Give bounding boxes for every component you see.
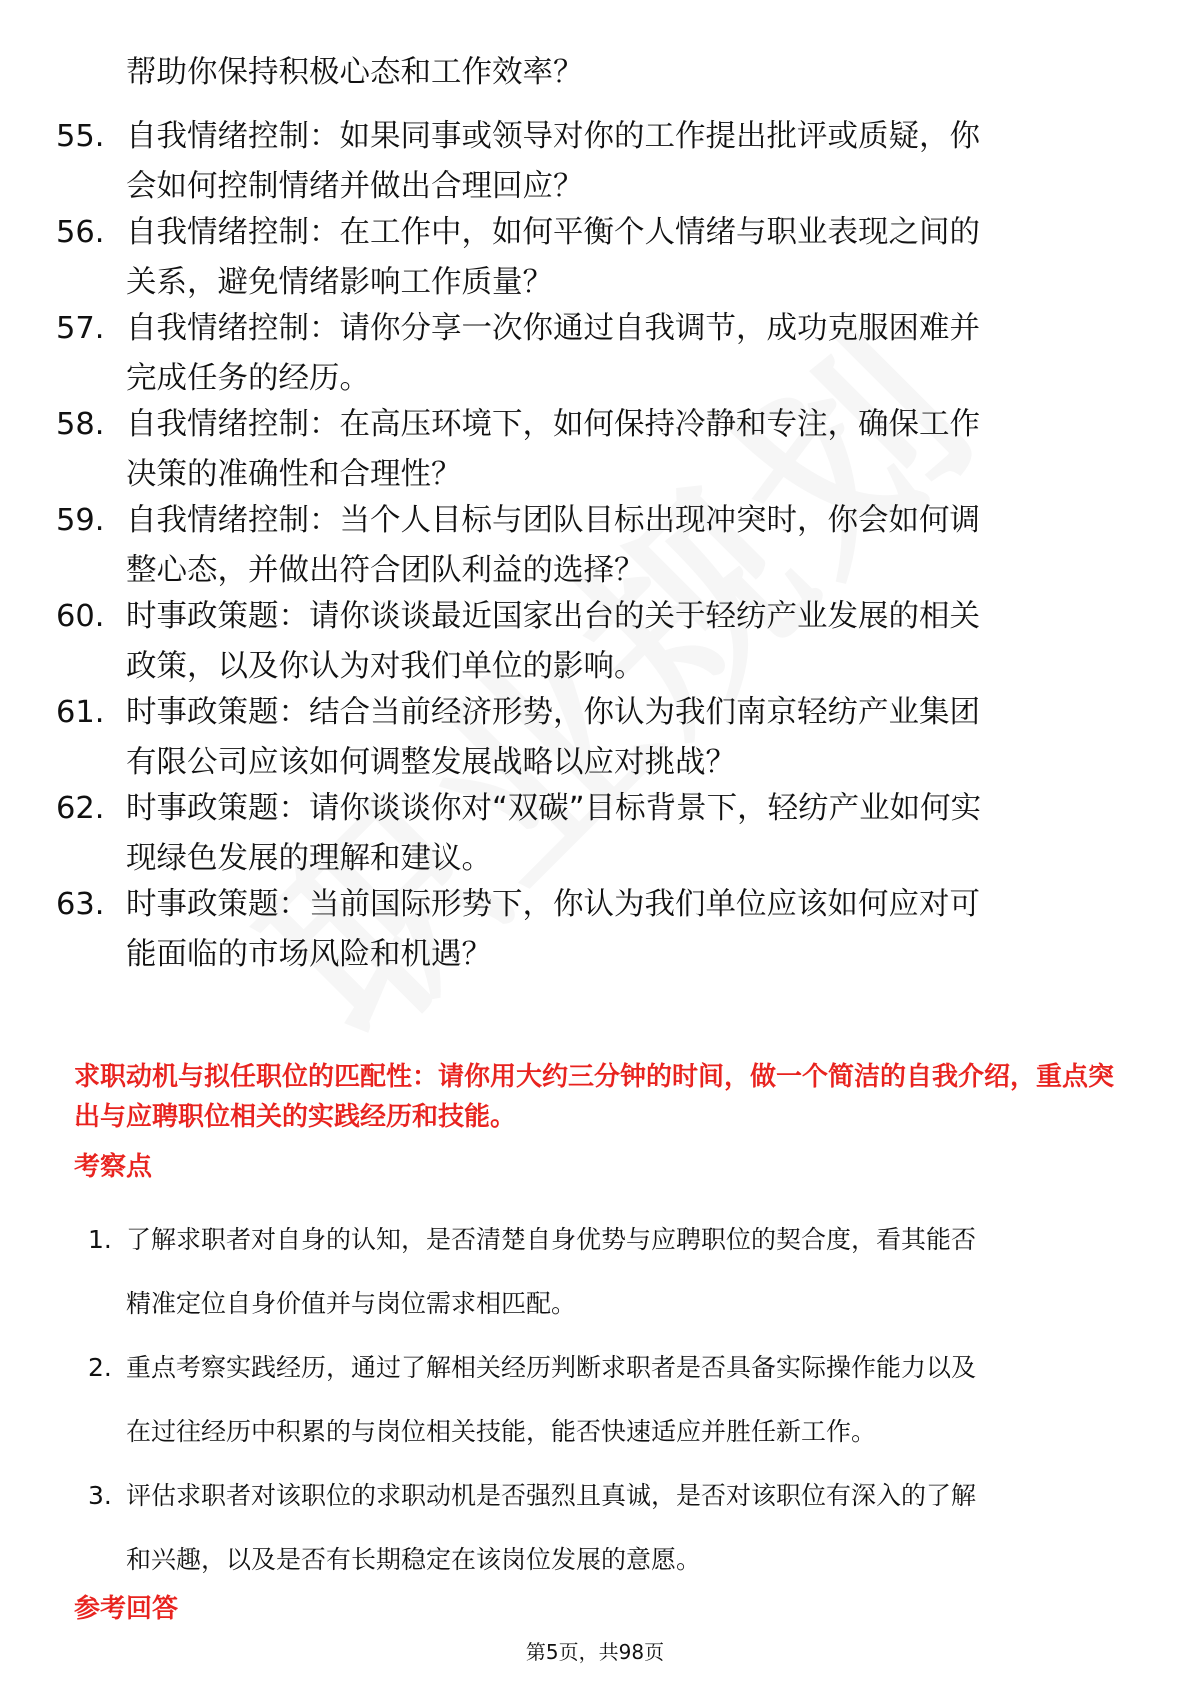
- question-number: 55.: [56, 119, 105, 154]
- question-text: 自我情绪控制：如果同事或领导对你的工作提出批评或质疑，你 会如何控制情绪并做出合理回应？: [126, 119, 980, 204]
- question-text: 时事政策题：请你谈谈最近国家出台的关于轻纺产业发展的相关 政策，以及你认为对我们单位的影响。: [126, 599, 980, 684]
- question-text: 时事政策题：请你谈谈你对“双碳”目标背景下，轻纺产业如何实 现绿色发展的理解和建议。: [126, 791, 982, 876]
- question-text: 自我情绪控制：在高压环境下，如何保持冷静和专注，确保工作 决策的准确性和合理性？: [126, 407, 980, 492]
- point-number: 2.: [88, 1353, 112, 1382]
- question-55: [56, 112, 1136, 212]
- question-number: 62.: [56, 791, 105, 826]
- point-number: 3.: [88, 1481, 112, 1510]
- question-58: [56, 400, 1136, 500]
- assessment-point-2: [88, 1336, 1138, 1464]
- question-62: [56, 784, 1136, 884]
- question-56: [56, 208, 1136, 308]
- continued-question-text: 帮助你保持积极心态和工作效率？: [126, 55, 584, 90]
- question-number: 63.: [56, 887, 105, 922]
- point-text: 重点考察实践经历，通过了解相关经历判断求职者是否具备实际操作能力以及 在过往经历中积累的与岗位相关技能，能否快速适应并胜任新工作。: [126, 1353, 977, 1446]
- question-text: 时事政策题：当前国际形势下，你认为我们单位应该如何应对可 能面临的市场风险和机遇？: [126, 887, 980, 972]
- point-text: 了解求职者对自身的认知，是否清楚自身优势与应聘职位的契合度，看其能否 精准定位自身价值并与岗位需求相匹配。: [126, 1225, 977, 1318]
- page-footer: 第5页，共98页: [525, 1640, 665, 1664]
- question-text: 自我情绪控制：请你分享一次你通过自我调节，成功克服困难并 完成任务的经历。: [126, 311, 980, 396]
- assessment-point-3: [88, 1464, 1138, 1592]
- question-60: [56, 592, 1136, 692]
- question-57: [56, 304, 1136, 404]
- question-number: 59.: [56, 503, 105, 538]
- question-59: [56, 496, 1136, 596]
- question-number: 61.: [56, 695, 105, 730]
- assessment-point-1: [88, 1208, 1138, 1336]
- point-number: 1.: [88, 1225, 112, 1254]
- assessment-heading: 考察点: [74, 1152, 153, 1182]
- question-number: 60.: [56, 599, 105, 634]
- section-title: 求职动机与拟任职位的匹配性：请你用大约三分钟的时间，做一个简洁的自我介绍，重点突出与应聘职位相关的实践经历和技能。: [74, 1062, 1115, 1132]
- question-text: 时事政策题：结合当前经济形势，你认为我们南京轻纺产业集团 有限公司应该如何调整发展战略以应对挑战？: [126, 695, 980, 780]
- question-number: 58.: [56, 407, 105, 442]
- question-number: 56.: [56, 215, 105, 250]
- question-text: 自我情绪控制：当个人目标与团队目标出现冲突时，你会如何调 整心态，并做出符合团队利益的选择？: [126, 503, 980, 588]
- point-text: 评估求职者对该职位的求职动机是否强烈且真诚，是否对该职位有深入的了解 和兴趣，以及是否有长期稳定在该岗位发展的意愿。: [126, 1481, 977, 1574]
- question-61: [56, 688, 1136, 788]
- question-number: 57.: [56, 311, 105, 346]
- question-63: [56, 880, 1136, 980]
- reference-answer-heading: 参考回答: [74, 1594, 179, 1624]
- question-text: 自我情绪控制：在工作中，如何平衡个人情绪与职业表现之间的 关系，避免情绪影响工作质量？: [126, 215, 980, 300]
